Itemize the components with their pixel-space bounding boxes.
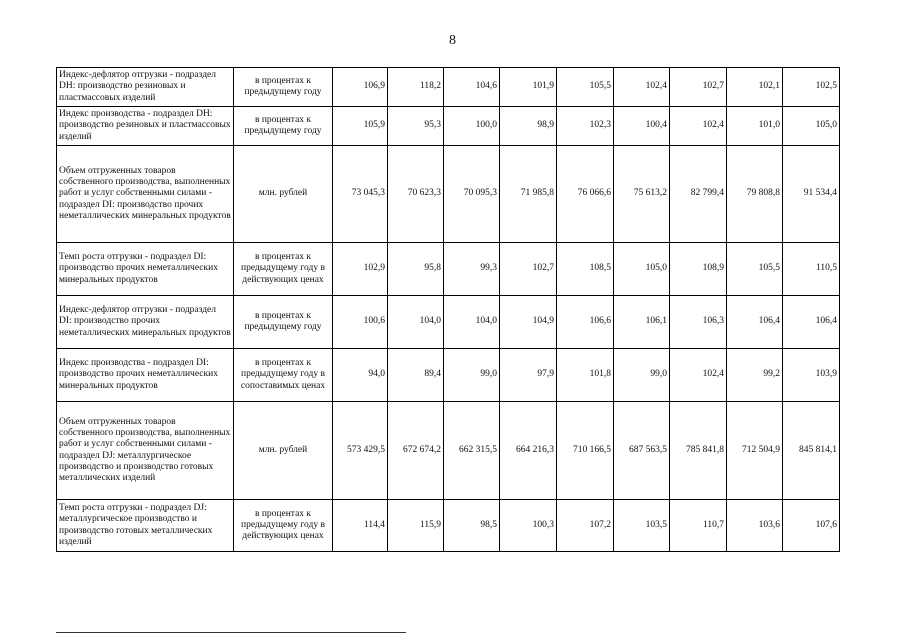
value-cell: 105,0 — [614, 243, 670, 296]
value-cell: 102,4 — [670, 107, 727, 146]
value-cell: 102,1 — [727, 68, 783, 107]
value-cell: 95,3 — [388, 107, 444, 146]
value-cell: 115,9 — [388, 500, 444, 552]
value-cell: 99,0 — [614, 349, 670, 402]
unit-cell: млн. рублей — [234, 146, 333, 243]
value-cell: 89,4 — [388, 349, 444, 402]
table-row — [57, 107, 840, 146]
value-cell: 573 429,5 — [333, 402, 388, 500]
value-cell: 102,7 — [670, 68, 727, 107]
value-cell: 106,4 — [783, 296, 840, 349]
indicator-cell: Объем отгруженных товаров собственного производства, выполненных работ и услуг собственными силами - подраздел DJ: металлургическое производство и производство готовых металлических изделий — [57, 402, 234, 500]
value-cell: 845 814,1 — [783, 402, 840, 500]
value-cell: 98,5 — [444, 500, 500, 552]
value-cell: 107,2 — [557, 500, 614, 552]
value-cell: 101,8 — [557, 349, 614, 402]
value-cell: 664 216,3 — [500, 402, 557, 500]
table-row — [57, 500, 840, 552]
value-cell: 108,5 — [557, 243, 614, 296]
value-cell: 785 841,8 — [670, 402, 727, 500]
value-cell: 99,3 — [444, 243, 500, 296]
table-row — [57, 243, 840, 296]
page-number: 8 — [449, 33, 456, 48]
value-cell: 102,5 — [783, 68, 840, 107]
unit-cell: в процентах к предыдущему году в сопоставимых ценах — [234, 349, 333, 402]
value-cell: 106,1 — [614, 296, 670, 349]
indicator-cell: Индекс-дефлятор отгрузки - подраздел DI: производство прочих неметаллических минеральных продуктов — [57, 296, 234, 349]
statistics-table — [56, 67, 840, 552]
unit-cell: в процентах к предыдущему году в действующих ценах — [234, 243, 333, 296]
value-cell: 100,3 — [500, 500, 557, 552]
value-cell: 99,0 — [444, 349, 500, 402]
footer-divider — [56, 632, 406, 633]
value-cell: 91 534,4 — [783, 146, 840, 243]
table-row — [57, 68, 840, 107]
value-cell: 103,5 — [614, 500, 670, 552]
unit-cell: млн. рублей — [234, 402, 333, 500]
value-cell: 106,3 — [670, 296, 727, 349]
value-cell: 104,6 — [444, 68, 500, 107]
value-cell: 106,9 — [333, 68, 388, 107]
value-cell: 102,4 — [670, 349, 727, 402]
value-cell: 97,9 — [500, 349, 557, 402]
table-row — [57, 146, 840, 243]
value-cell: 105,0 — [783, 107, 840, 146]
value-cell: 114,4 — [333, 500, 388, 552]
value-cell: 94,0 — [333, 349, 388, 402]
table-row — [57, 296, 840, 349]
value-cell: 102,3 — [557, 107, 614, 146]
value-cell: 710 166,5 — [557, 402, 614, 500]
value-cell: 106,4 — [727, 296, 783, 349]
value-cell: 105,5 — [727, 243, 783, 296]
value-cell: 110,7 — [670, 500, 727, 552]
value-cell: 105,5 — [557, 68, 614, 107]
table-body — [57, 68, 840, 552]
value-cell: 100,0 — [444, 107, 500, 146]
value-cell: 71 985,8 — [500, 146, 557, 243]
value-cell: 106,6 — [557, 296, 614, 349]
indicator-cell: Индекс производства - подраздел DI: производство прочих неметаллических минеральных продуктов — [57, 349, 234, 402]
value-cell: 99,2 — [727, 349, 783, 402]
unit-cell: в процентах к предыдущему году — [234, 68, 333, 107]
table-row — [57, 402, 840, 500]
value-cell: 100,4 — [614, 107, 670, 146]
value-cell: 73 045,3 — [333, 146, 388, 243]
value-cell: 104,0 — [444, 296, 500, 349]
indicator-cell: Темп роста отгрузки - подраздел DI: производство прочих неметаллических минеральных продуктов — [57, 243, 234, 296]
value-cell: 70 623,3 — [388, 146, 444, 243]
unit-cell: в процентах к предыдущему году в действующих ценах — [234, 500, 333, 552]
value-cell: 102,7 — [500, 243, 557, 296]
value-cell: 110,5 — [783, 243, 840, 296]
unit-cell: в процентах к предыдущему году — [234, 107, 333, 146]
table-row — [57, 349, 840, 402]
value-cell: 79 808,8 — [727, 146, 783, 243]
value-cell: 687 563,5 — [614, 402, 670, 500]
value-cell: 107,6 — [783, 500, 840, 552]
value-cell: 108,9 — [670, 243, 727, 296]
value-cell: 102,4 — [614, 68, 670, 107]
value-cell: 672 674,2 — [388, 402, 444, 500]
value-cell: 70 095,3 — [444, 146, 500, 243]
indicator-cell: Индекс-дефлятор отгрузки - подраздел DH: производство резиновых и пластмассовых изделий — [57, 68, 234, 107]
value-cell: 662 315,5 — [444, 402, 500, 500]
indicator-cell: Индекс производства - подраздел DH: производство резиновых и пластмассовых изделий — [57, 107, 234, 146]
value-cell: 105,9 — [333, 107, 388, 146]
value-cell: 95,8 — [388, 243, 444, 296]
value-cell: 118,2 — [388, 68, 444, 107]
value-cell: 101,0 — [727, 107, 783, 146]
value-cell: 100,6 — [333, 296, 388, 349]
unit-cell: в процентах к предыдущему году — [234, 296, 333, 349]
value-cell: 98,9 — [500, 107, 557, 146]
value-cell: 82 799,4 — [670, 146, 727, 243]
value-cell: 101,9 — [500, 68, 557, 107]
value-cell: 103,6 — [727, 500, 783, 552]
value-cell: 102,9 — [333, 243, 388, 296]
value-cell: 712 504,9 — [727, 402, 783, 500]
value-cell: 103,9 — [783, 349, 840, 402]
indicator-cell: Объем отгруженных товаров собственного производства, выполненных работ и услуг собственными силами - подраздел DI: производство прочих неметаллических минеральных продуктов — [57, 146, 234, 243]
value-cell: 76 066,6 — [557, 146, 614, 243]
value-cell: 75 613,2 — [614, 146, 670, 243]
indicator-cell: Темп роста отгрузки - подраздел DJ: металлургическое производство и производство готовых металлических изделий — [57, 500, 234, 552]
value-cell: 104,9 — [500, 296, 557, 349]
value-cell: 104,0 — [388, 296, 444, 349]
